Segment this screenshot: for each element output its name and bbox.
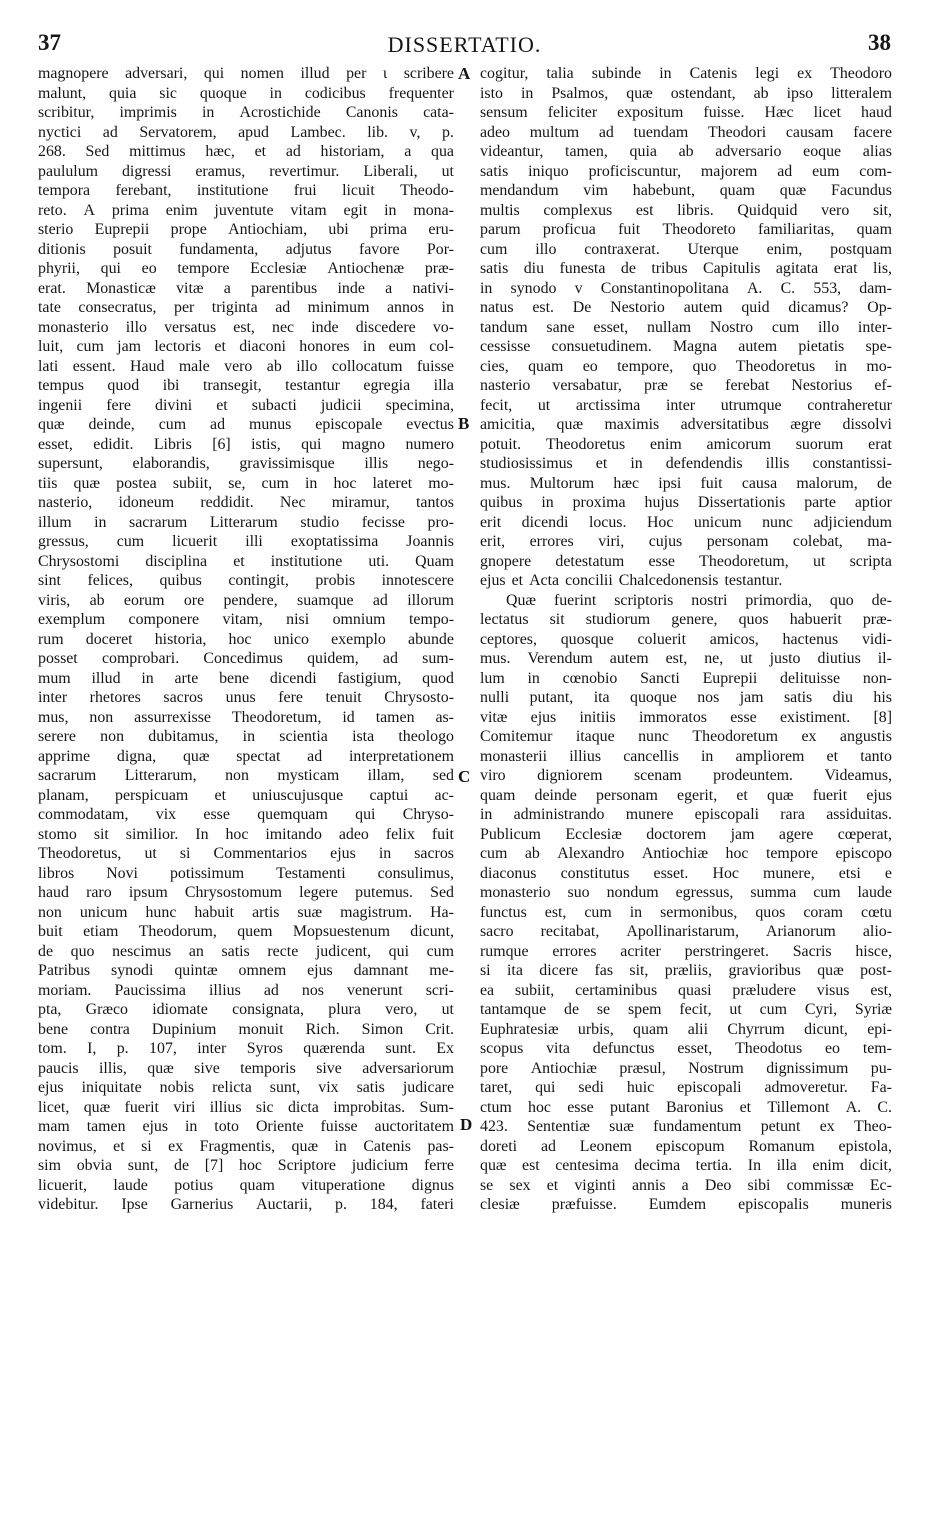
text-line: erat. Monasticæ vitæ a parentibus inde a nativi- xyxy=(38,279,454,297)
text-line: quam deinde personam egerit, et quæ fuerit ejus xyxy=(480,786,892,804)
text-line: Chrysostomi disciplina et institutione uti. Quam xyxy=(38,552,454,570)
text-line: videbitur. Ipse Garnerius Auctarii, p. 184, fateri xyxy=(38,1196,454,1213)
text-line: functus est, cum in sermonibus, quos coram cœtu xyxy=(480,903,892,921)
text-line: mus. Verendum autem est, ne, ut justo diutius il- xyxy=(480,650,892,667)
text-line: novimus, et si ex Fragmentis, quæ in Catenis pas- xyxy=(38,1137,454,1155)
text-line: amicitia, quæ maximis adversitatibus ægre dissolvi xyxy=(480,416,892,433)
text-line: sacrarum Litterarum, non mysticam illam, sed xyxy=(38,767,454,784)
text-line: tandum sane esset, nullam Nostro cum illo inter- xyxy=(480,318,892,336)
text-line: esset, edidit. Libris [6] istis, qui magno numero xyxy=(38,435,454,453)
text-line: exemplum componere vitam, nisi omnium tempo- xyxy=(38,611,454,628)
section-marker-d: D xyxy=(460,1115,473,1134)
text-line: in administrando munere episcopali rara assiduitas. xyxy=(480,806,892,823)
text-line: planam, perspicuam et uniuscujusque captui ac- xyxy=(38,786,454,804)
text-line: mam tamen ejus in toto Oriente fuisse auctoritatem xyxy=(38,1118,454,1135)
left-column xyxy=(38,64,454,1215)
text-line: mendandum vim habebunt, quam quæ Facundus xyxy=(480,182,892,199)
text-line: rum doceret historia, hoc unico exemplo abunde xyxy=(38,630,454,648)
text-line: cum ab Alexandro Antiochiæ hoc tempore episcopo xyxy=(480,845,892,862)
text-line: satis iniquo proficiscuntur, majorem ad eum com- xyxy=(480,162,892,180)
text-line: nasterio versabatur, præ se ferebat Nestorius ef- xyxy=(480,377,892,394)
text-line: scopus vita defunctus esset, Theodotus eo tem- xyxy=(480,1040,892,1057)
text-line: sim obvia sunt, de [7] hoc Scriptore judicium ferre xyxy=(38,1157,454,1174)
text-line: posset comprobari. Concedimus quidem, ad sum- xyxy=(38,650,454,667)
text-line: pore Antiochiæ præsul, Nostrum dignissimum pu- xyxy=(480,1059,892,1077)
text-line: cessisse consuetudinem. Magna autem pietatis spe- xyxy=(480,338,892,355)
text-line: tate consecratus, per triginta ad minimum annos in xyxy=(38,299,454,316)
text-line: quæ est centesima decima tertia. In illa enim dicit, xyxy=(480,1157,892,1174)
text-line: clesiæ præfuisse. Eumdem episcopalis muneris xyxy=(480,1196,892,1213)
text-line: de quo nescimus an satis recte judicent, qui cum xyxy=(38,942,454,960)
text-line: 423. Sententiæ suæ fundamentum petunt ex Theo- xyxy=(480,1118,892,1135)
text-line: ditionis posuit fundamenta, adjutus favore Por- xyxy=(38,240,454,258)
text-line: multis complexus est libris. Quidquid vero sit, xyxy=(480,201,892,219)
text-line: commodatam, vix esse quemquam qui Chryso- xyxy=(38,806,454,823)
text-line: tom. I, p. 107, inter Syros quærenda sunt. Ex xyxy=(38,1040,454,1057)
text-line: monasterio suo nondum egressus, summa cum laude xyxy=(480,884,892,901)
text-line: reto. A prima enim juventute vitam egit in mona- xyxy=(38,201,454,219)
text-line: ctum hoc esse putant Baronius et Tillemont A. C. xyxy=(480,1098,892,1116)
text-line: viris, ab eorum ore pendere, suamque ad illorum xyxy=(38,591,454,609)
text-line: erit, errores viri, cujus personam colebat, ma- xyxy=(480,533,892,550)
text-line: parum proficua fuit Theodoreto familiaritas, quam xyxy=(480,221,892,238)
text-line: supersunt, elaborandis, gravissimisque illis nego- xyxy=(38,455,454,472)
text-line: se sex et viginti annis a Deo sibi commissæ Ec- xyxy=(480,1176,892,1194)
text-line: ingenii fere divini et subacti judicii specimina, xyxy=(38,396,454,414)
text-line: paululum digressi eramus, revertimur. Liberali, ut xyxy=(38,162,454,180)
text-line: nyctici ad Servatorem, apud Lambec. lib. v, p. xyxy=(38,123,454,141)
text-line: luit, cum jam lectoris et diaconi honores in eum col- xyxy=(38,338,454,355)
text-line: natus est. De Nestorio autem quid dicamus? Op- xyxy=(480,299,892,316)
page-number-left: 37 xyxy=(38,30,61,55)
text-line: tantamque de se spem fecit, ut cum Cyri, Syriæ xyxy=(480,1001,892,1018)
text-line: erit dicendi locus. Hoc unicum nunc adjiciendum xyxy=(480,513,892,531)
text-line: buit etiam Theodorum, quem Mopsuestenum dicunt, xyxy=(38,923,454,940)
text-line: licet, quæ fuerit viri illius sic dicta improbitas. Sum- xyxy=(38,1098,454,1116)
right-column xyxy=(480,64,892,1215)
text-line: gnopere detestatum esse Theodoretum, ut scripta xyxy=(480,552,892,570)
text-line: lectatus sit studiorum genere, quos habuerit præ- xyxy=(480,611,892,628)
text-line: cum illo contraxerat. Uterque enim, postquam xyxy=(480,240,892,258)
section-marker-b: B xyxy=(458,414,470,433)
text-line: adeo multum ad tuendam Theodori causam facere xyxy=(480,123,892,141)
text-line: doreti ad Leonem episcopum Romanum epistola, xyxy=(480,1137,892,1155)
text-line: cies, quam eo tempore, quo Theodoretus in mo- xyxy=(480,357,892,375)
text-line: tiis quæ postea subiit, se, cum in hoc lateret mo- xyxy=(38,474,454,492)
text-line: sint felices, quibus contingit, probis innotescere xyxy=(38,572,454,589)
text-line: paucis illis, quæ sive temporis sive adversariorum xyxy=(38,1059,454,1077)
text-line: mum illud in arte bene dicendi fastigium, quod xyxy=(38,669,454,687)
text-line: malunt, quia sic quoque in codicibus frequenter xyxy=(38,84,454,102)
text-line: inter rhetores sacros unus fere tenuit Chrysosto- xyxy=(38,689,454,706)
text-line: Publicum Ecclesiæ doctorem jam agere cœperat, xyxy=(480,825,892,843)
section-marker-c: C xyxy=(458,767,471,786)
text-line: apprime digna, quæ spectat ad interpretationem xyxy=(38,747,454,765)
text-line: ejus et Acta concilii Chalcedonensis testantur. xyxy=(480,572,783,589)
text-line: taret, qui sedi huic episcopali admoveretur. Fa- xyxy=(480,1079,892,1096)
text-line: pta, Græco idiomate consignata, plura vero, ut xyxy=(38,1001,454,1018)
text-line: ceptores, quosque coluerit amicos, hactenus vidi- xyxy=(480,630,892,648)
text-line: non unicum hunc habuit artis suæ magistrum. Ha- xyxy=(38,903,454,921)
text-line: Theodoretus, ut si Commentarios ejus in sacros xyxy=(38,845,454,862)
text-line: fecit, ut arctissima inter utrumque contraheretur xyxy=(480,396,892,414)
text-line: magnopere adversari, qui nomen illud per ι scribere xyxy=(38,65,454,82)
section-marker-a: A xyxy=(458,64,471,83)
running-header xyxy=(38,30,891,60)
text-line: ejus iniquitate nobis relicta sunt, vix satis judicare xyxy=(38,1079,454,1096)
text-line: lati essent. Haud male vero ab illo collocatum fuisse xyxy=(38,357,454,375)
text-line: cogitur, talia subinde in Catenis legi ex Theodoro xyxy=(480,65,892,82)
text-line: Comitemur itaque nunc Theodoretum ex angustis xyxy=(480,728,892,745)
text-line: 268. Sed mittimus hæc, et ad historiam, a qua xyxy=(38,143,454,160)
text-line: bene contra Dupinium monuit Rich. Simon Crit. xyxy=(38,1020,454,1038)
text-line: vitæ ejus initiis immoratos esse existiment. [8] xyxy=(480,708,892,726)
text-line: in synodo v Constantinopolitana A. C. 553, dam- xyxy=(480,279,892,297)
text-line: satis diu funesta de tribus Capitulis agitata erat lis, xyxy=(480,260,892,277)
text-line: quibus in proxima hujus Dissertationis parte aptior xyxy=(480,494,892,511)
text-line: nulli putant, ita quoque nos jam satis diu his xyxy=(480,689,892,706)
text-line: haud raro ipsum Chrysostomum legere putemus. Sed xyxy=(38,884,454,901)
text-line: lum in cœnobio Sancti Euprepii delituisse non- xyxy=(480,669,892,687)
text-line: mus, non assurrexisse Theodoretum, id tamen as- xyxy=(38,708,454,726)
text-line: moriam. Paucissima illius ad nos venerunt scri- xyxy=(38,981,454,999)
text-line: nasterio, idoneum reddidit. Nec miramur, tantos xyxy=(38,494,454,511)
text-line: potuit. Theodoretus enim amicorum suorum erat xyxy=(480,435,892,453)
text-line: ea subiit, certaminibus quasi præludere visus est, xyxy=(480,981,892,999)
text-line: monasterii illius cancellis in ampliorem et tanto xyxy=(480,747,892,765)
text-line: Quæ fuerint scriptoris nostri primordia, quo de- xyxy=(506,591,892,609)
text-line: sensum feliciter expositum fuisse. Hæc licet haud xyxy=(480,104,892,121)
text-line: Patribus synodi quintæ omnem ejus damnant me- xyxy=(38,962,454,979)
text-line: stomo sit similior. In hoc imitando adeo felix fuit xyxy=(38,825,454,843)
text-line: diaconus constitutus esset. Hoc munere, etsi e xyxy=(480,864,892,882)
text-line: mus. Multorum hæc ipsi fuit causa malorum, de xyxy=(480,474,892,492)
text-line: Euphratesiæ urbis, quam alii Chyrrum dicunt, epi- xyxy=(480,1020,892,1038)
page-number-right: 38 xyxy=(868,30,891,55)
running-title: DISSERTATIO. xyxy=(387,32,542,57)
text-line: videantur, tamen, quia ab adversario eoque alias xyxy=(480,143,892,160)
text-line: libros Novi potissimum Testamenti consulimus, xyxy=(38,864,454,882)
text-line: scribitur, imprimis in Acrostichide Canonis cata- xyxy=(38,104,454,121)
text-line: studiosissimus et in defendendis illis constantissi- xyxy=(480,455,892,472)
text-line: phyrii, qui eo tempore Ecclesiæ Antiochenæ præ- xyxy=(38,260,454,277)
text-line: sacro recitabat, Apollinaristarum, Arianorum alio- xyxy=(480,923,892,940)
text-line: tempora ferebant, institutione frui licuit Theodo- xyxy=(38,182,454,199)
text-line: isto in Psalmos, quæ ostendant, ab ipso litteralem xyxy=(480,84,892,102)
text-line: si ita dicere fas sit, præliis, gravioribus quæ post- xyxy=(480,962,892,979)
text-line: illum in sacrarum Litterarum studio fecisse pro- xyxy=(38,513,454,531)
text-line: gressus, cum licuerit illi exoptatissima Joannis xyxy=(38,533,454,550)
text-line: quæ deinde, cum ad munus episcopale evectus xyxy=(38,416,454,433)
text-line: sterio Euprepii prope Antiochiam, ubi prima eru- xyxy=(38,221,454,238)
text-line: viro digniorem scenam prodeuntem. Videamus, xyxy=(480,767,892,784)
text-line: licuerit, laude potius quam vituperatione dignus xyxy=(38,1176,454,1194)
text-line: rumque errores acriter perstringeret. Sacris hisce, xyxy=(480,942,892,960)
text-line: tempus quod ibi transegit, testantur egregia illa xyxy=(38,377,454,394)
text-line: serere non dubitamus, in scientia ista theologo xyxy=(38,728,454,745)
text-line: monasterio illo versatus est, nec inde discedere vo- xyxy=(38,318,454,336)
